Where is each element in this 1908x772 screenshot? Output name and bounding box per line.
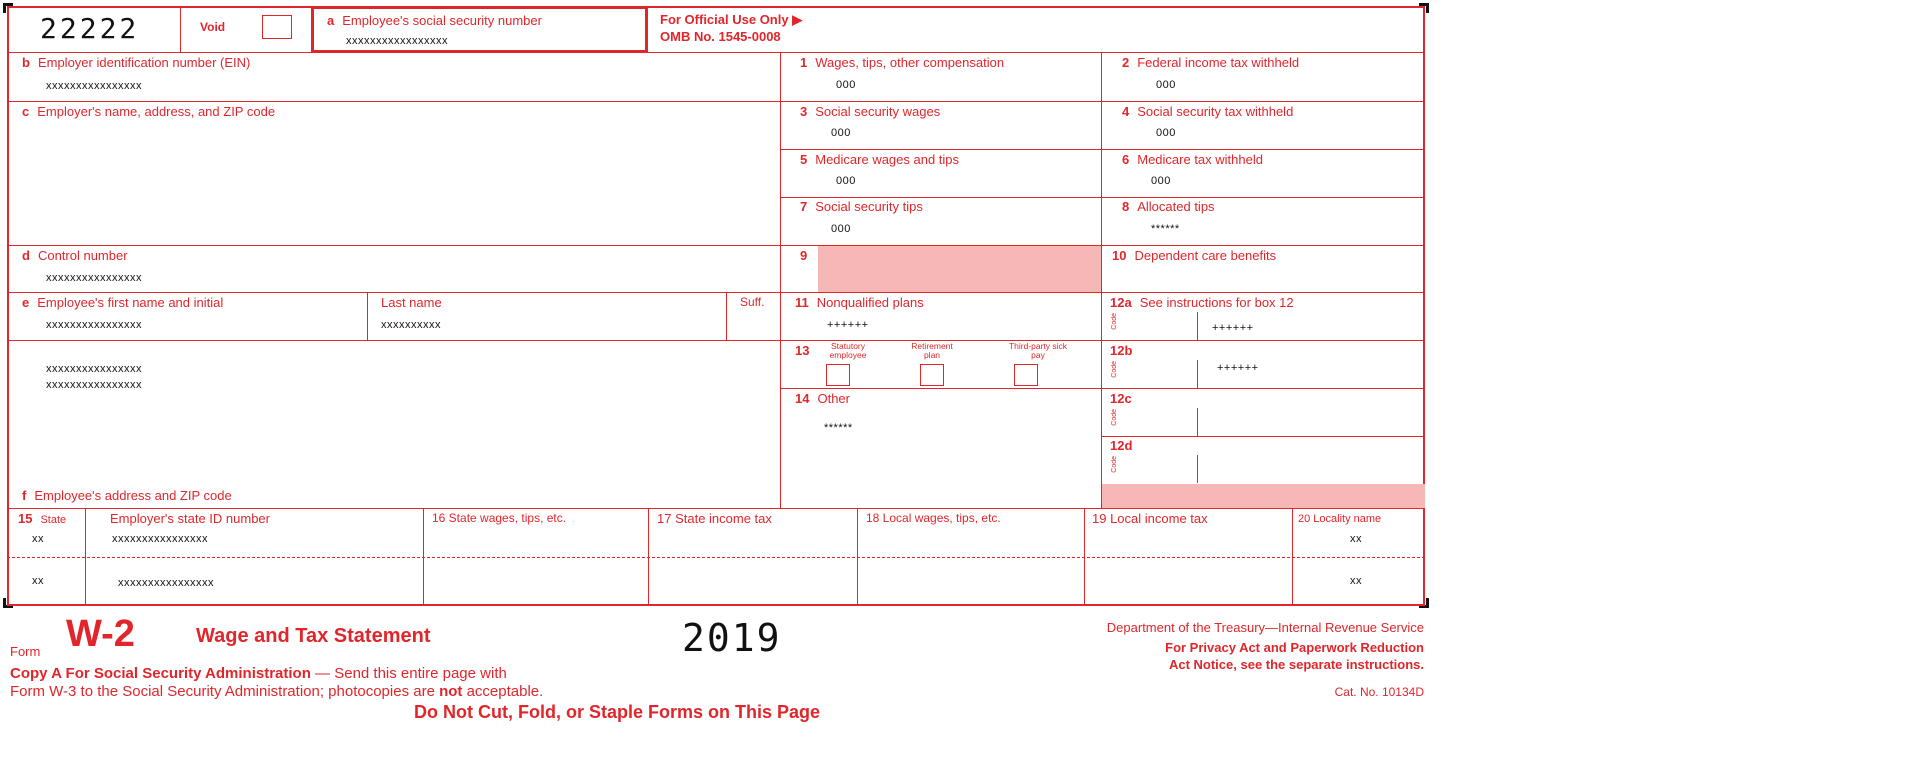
form-title: Wage and Tax Statement xyxy=(196,625,431,647)
state-row1-state[interactable]: xx xyxy=(32,533,44,545)
box-c-label: c Employer's name, address, and ZIP code xyxy=(22,104,276,119)
box19-label: 19 Local income tax xyxy=(1092,511,1208,526)
box-e-last-label: Last name xyxy=(381,295,442,310)
form-name-w2: W-2 xyxy=(66,613,135,655)
box12c-code-label: Code xyxy=(1111,409,1118,426)
box6-label: 6 Medicare tax withheld xyxy=(1122,152,1263,167)
state-row2-state[interactable]: xx xyxy=(32,575,44,587)
corner-mark-bl-v xyxy=(3,598,6,608)
box7-label: 7 Social security tips xyxy=(800,199,923,214)
state-row1-id[interactable]: xxxxxxxxxxxxxxxx xyxy=(112,533,208,545)
box10-label: 10 Dependent care benefits xyxy=(1112,248,1277,263)
box9-label: 9 xyxy=(800,248,808,263)
box16-label: 16 State wages, tips, etc. xyxy=(432,511,567,525)
corner-mark-tl-v xyxy=(3,3,6,13)
box1-label: 1 Wages, tips, other compensation xyxy=(800,55,1005,70)
box15-state-label: 15 State xyxy=(18,511,67,526)
box-a-ssn: a Employee's social security number xxxxxxxxxxxxxxxxx xyxy=(311,6,648,53)
tax-year: 2019 xyxy=(682,616,782,660)
box-b-label: b Employer identification number (EIN) xyxy=(22,55,251,70)
void-checkbox[interactable] xyxy=(262,15,292,39)
box12d-label: 12d xyxy=(1110,438,1133,453)
void-label: Void xyxy=(200,20,226,34)
third-party-sick-pay-checkbox[interactable] xyxy=(1014,364,1038,386)
box2-value[interactable]: 000 xyxy=(1156,79,1176,91)
box12d-code-label: Code xyxy=(1111,456,1118,473)
box12c-label: 12c xyxy=(1110,391,1132,406)
box5-value[interactable]: 000 xyxy=(836,175,856,187)
third-party-sick-pay-label: Third-party sick pay xyxy=(1008,341,1068,360)
box14-label: 14 Other xyxy=(795,391,850,406)
box12b-label: 12b xyxy=(1110,343,1133,358)
catalog-number: Cat. No. 10134D xyxy=(1334,685,1424,699)
privacy-line1: For Privacy Act and Paperwork Reduction xyxy=(1165,640,1424,655)
box11-label: 11 Nonqualified plans xyxy=(795,295,924,310)
box-f-label: f Employee's address and ZIP code xyxy=(22,488,232,503)
statutory-employee-checkbox[interactable] xyxy=(826,364,850,386)
state-row1-locality[interactable]: xx xyxy=(1350,533,1362,545)
box5-label: 5 Medicare wages and tips xyxy=(800,152,960,167)
omb-number: OMB No. 1545-0008 xyxy=(660,29,781,44)
box7-value[interactable]: 000 xyxy=(831,223,851,235)
box8-label: 8 Allocated tips xyxy=(1122,199,1215,214)
state-row2-locality[interactable]: xx xyxy=(1350,575,1362,587)
box12a-label: 12a See instructions for box 12 xyxy=(1110,295,1294,310)
box14-value[interactable]: ****** xyxy=(824,422,853,434)
box12a-code-label: Code xyxy=(1111,313,1118,330)
copy-a-line1: Copy A For Social Security Administration — Send this entire page with xyxy=(10,665,507,682)
box-d-label: d Control number xyxy=(22,248,128,263)
retirement-plan-label: Retirement plan xyxy=(911,341,953,360)
box1-value[interactable]: 000 xyxy=(836,79,856,91)
employee-last-name-value[interactable]: xxxxxxxxxx xyxy=(381,319,441,331)
box12a-value[interactable]: ++++++ xyxy=(1212,322,1254,334)
box18-label: 18 Local wages, tips, etc. xyxy=(866,511,1001,525)
box6-value[interactable]: 000 xyxy=(1151,175,1171,187)
box15-state-id-label: Employer's state ID number xyxy=(110,511,270,526)
control-number-value[interactable]: xxxxxxxxxxxxxxxx xyxy=(46,272,142,284)
box12b-value[interactable]: ++++++ xyxy=(1217,362,1259,374)
warning-text: Do Not Cut, Fold, or Staple Forms on This Page xyxy=(414,702,821,722)
box3-value[interactable]: 000 xyxy=(831,127,851,139)
statutory-employee-label: Statutory employee xyxy=(829,341,867,360)
corner-mark-br-v xyxy=(1426,598,1429,608)
form-word: Form xyxy=(10,644,41,659)
box3-label: 3 Social security wages xyxy=(800,104,941,119)
official-use-only: For Official Use Only ▶ xyxy=(660,12,803,27)
box-a-label: Employee's social security number xyxy=(342,13,542,28)
retirement-plan-checkbox[interactable] xyxy=(920,364,944,386)
box2-label: 2 Federal income tax withheld xyxy=(1122,55,1300,70)
ein-value[interactable]: xxxxxxxxxxxxxxxx xyxy=(46,80,142,92)
box9-shaded xyxy=(818,246,1101,292)
ssn-value[interactable]: xxxxxxxxxxxxxxxxx xyxy=(346,35,448,47)
box-e-first-label: e Employee's first name and initial xyxy=(22,295,224,310)
box4-value[interactable]: 000 xyxy=(1156,127,1176,139)
department-label: Department of the Treasury—Internal Revenue Service xyxy=(1106,620,1424,635)
corner-mark-tr-v xyxy=(1426,3,1429,13)
employee-address-line1[interactable]: xxxxxxxxxxxxxxxx xyxy=(46,363,142,375)
copy-a-line2: Form W-3 to the Social Security Administration; photocopies are not acceptable. xyxy=(10,683,544,700)
box12-shaded-strip xyxy=(1102,484,1425,508)
privacy-line2: Act Notice, see the separate instructions. xyxy=(1168,657,1424,672)
box11-value[interactable]: ++++++ xyxy=(827,319,869,331)
box4-label: 4 Social security tax withheld xyxy=(1122,104,1294,119)
box8-value[interactable]: ****** xyxy=(1151,223,1180,235)
box13-label: 13 xyxy=(795,343,810,358)
form-id: 22222 xyxy=(40,12,140,45)
employee-first-name-value[interactable]: xxxxxxxxxxxxxxxx xyxy=(46,319,142,331)
box12b-code-label: Code xyxy=(1111,361,1118,378)
employee-address-line2[interactable]: xxxxxxxxxxxxxxxx xyxy=(46,379,142,391)
box20-label: 20 Locality name xyxy=(1298,513,1382,525)
state-row2-id[interactable]: xxxxxxxxxxxxxxxx xyxy=(118,577,214,589)
box17-label: 17 State income tax xyxy=(657,511,772,526)
box-e-suff-label: Suff. xyxy=(740,295,765,309)
